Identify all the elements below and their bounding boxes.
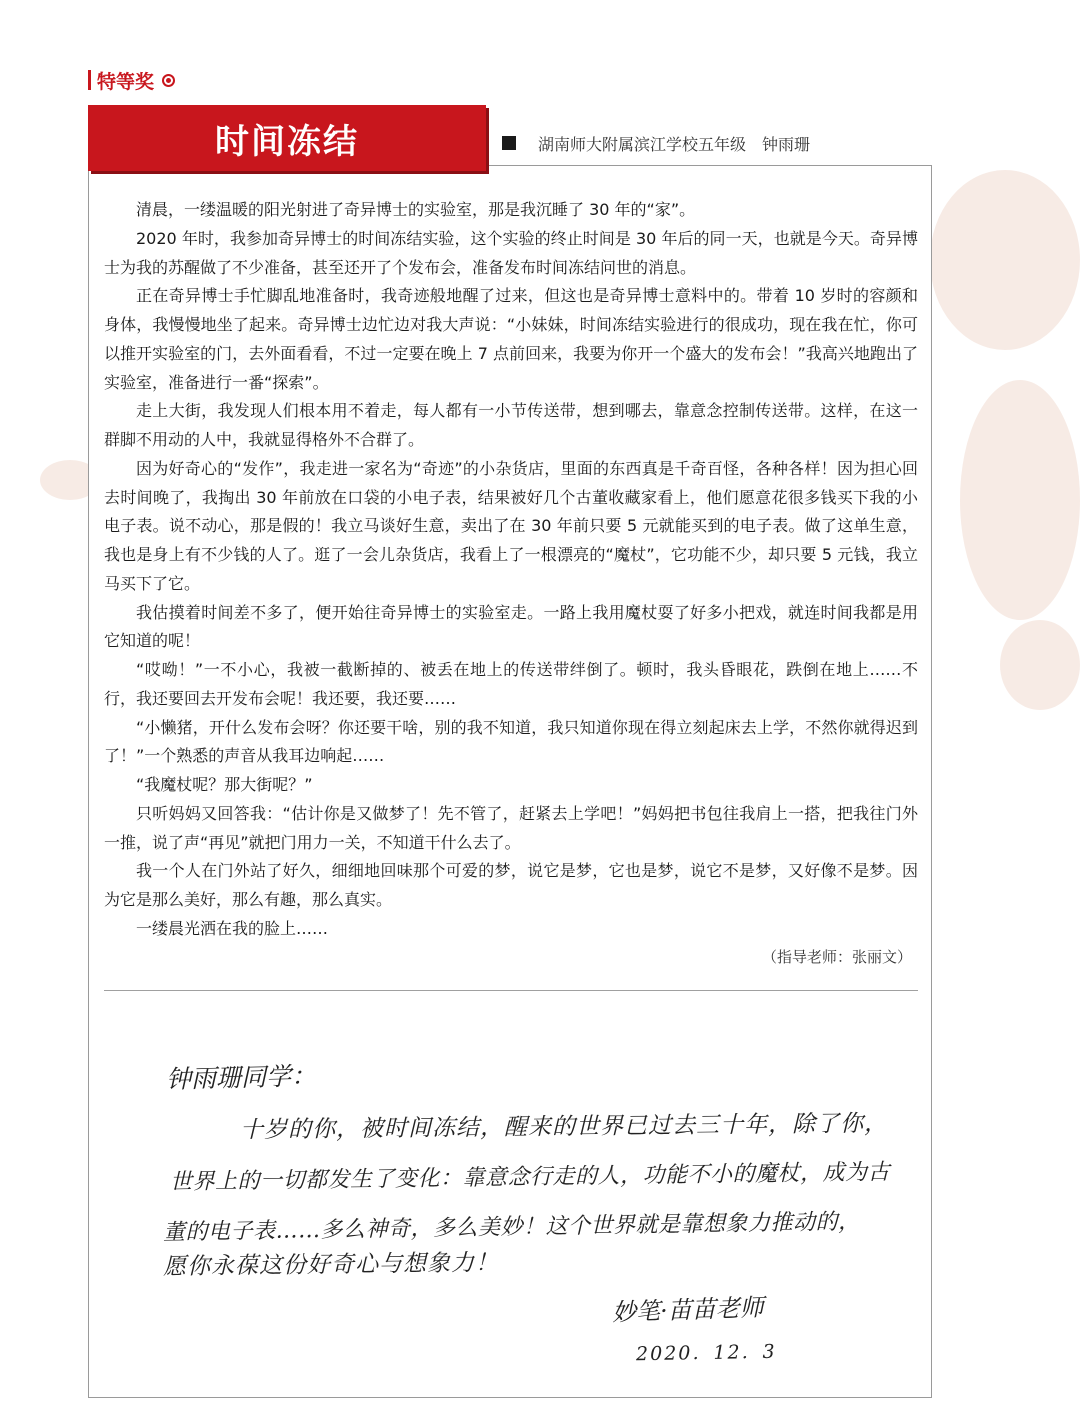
section-divider [104, 990, 918, 991]
paragraph: 一缕晨光洒在我的脸上…… [136, 918, 329, 938]
award-text: 特等奖 [97, 70, 155, 93]
background-ink-splash [960, 380, 1080, 620]
byline-text: 湖南师大附属滨江学校五年级 钟雨珊 [538, 134, 811, 154]
award-label [88, 68, 175, 92]
award-bar [88, 70, 91, 90]
comment-line: 董的电子表……多么神奇，多么美妙！这个世界就是靠想象力推动的， [162, 1209, 861, 1246]
paragraph: 我一个人在门外站了好久，细细地回味那个可爱的梦，说它是梦，它也是梦，说它不是梦，又好像不是梦。因为它是那么美好，那么有趣，那么真实。 [104, 861, 918, 909]
paragraph: 走上大街，我发现人们根本用不着走，每人都有一小节传送带，想到哪去，靠意念控制传送带。这样，在这一群脚不用动的人中，我就显得格外不合群了。 [104, 401, 918, 449]
comment-signature: 妙笔·苗苗老师 [611, 1293, 765, 1327]
background-ink-splash [1000, 620, 1080, 710]
article-body [104, 196, 918, 944]
paragraph: 我估摸着时间差不多了，便开始往奇异博士的实验室走。一路上我用魔杖耍了好多小把戏，就连时间我都是用它知道的呢！ [104, 602, 918, 651]
square-bullet-icon [502, 136, 516, 150]
paragraph: “小懒猪，开什么发布会呀？你还要干啥，别的我不知道，我只知道你现在得立刻起床去上学，不然你就得迟到了！”一个熟悉的声音从我耳边响起…… [104, 717, 918, 766]
paragraph: 因为好奇心的“发作”，我走进一家名为“奇迹”的小杂货店，里面的东西真是千奇百怪，各种各样！因为担心回去时间晚了，我掏出 30 年前放在口袋的小电子表，结果被好几个古董收藏家看上，他们愿意花很多钱买下我的小电子表。说不动心，那是假的！我立马谈好生意，卖出了在 30 年前只要 5 元就能买到的电子表。做了这单生意，我也是身上有不少钱的人了。逛了一会儿杂货店，我看上了一根漂亮的“魔杖”，它功能不少，却只要 5 元钱，我立马买下了它。 [104, 458, 918, 593]
paragraph: 2020 年时，我参加奇异博士的时间冻结实验，这个实验的终止时间是 30 年后的同一天，也就是今天。奇异博士为我的苏醒做了不少准备，甚至还开了个发布会，准备发布时间冻结问世的消息。 [104, 228, 918, 277]
byline [502, 130, 810, 156]
comment-line: 世界上的一切都发生了变化：靠意念行走的人，功能不小的魔杖，成为古 [169, 1159, 891, 1196]
comment-line: 十岁的你，被时间冻结，醒来的世界已过去三十年，除了你， [239, 1110, 889, 1144]
comment-date: 2020．12．3 [635, 1340, 777, 1366]
paragraph: 清晨，一缕温暖的阳光射进了奇异博士的实验室，那是我沉睡了 30 年的“家”。 [136, 200, 696, 219]
target-dot-icon [162, 74, 175, 87]
comment-greeting: 钟雨珊同学： [165, 1061, 317, 1094]
article-title: 时间冻结 [88, 105, 486, 171]
paragraph: 只听妈妈又回答我：“估计你是又做梦了！先不管了，赶紧去上学吧！”妈妈把书包往我肩上一搭，把我往门外一推，说了声“再见”就把门用力一关，不知道干什么去了。 [104, 803, 918, 852]
teacher-note: （指导老师：张丽文） [761, 948, 912, 966]
paragraph: “我魔杖呢？那大街呢？” [136, 775, 313, 794]
comment-line: 愿你永葆这份好奇心与想象力！ [162, 1249, 500, 1281]
paragraph: “哎呦！”一不小心，我被一截断掉的、被丢在地上的传送带绊倒了。顿时，我头昏眼花，跌倒在地上……不行，我还要回去开发布会呢！我还要，我还要…… [104, 660, 918, 708]
paragraph: 正在奇异博士手忙脚乱地准备时，我奇迹般地醒了过来，但这也是奇异博士意料中的。带着 10 岁时的容颜和身体，我慢慢地坐了起来。奇异博士边忙边对我大声说：“小妹妹，时间冻结实验进行的很成功，现在我在忙，你可以推开实验室的门，去外面看看，不过一定要在晚上 7 点前回来，我要为你开一个盛大的发布会！”我高兴地跑出了实验室，准备进行一番“探索”。 [104, 286, 918, 392]
background-ink-splash [930, 170, 1080, 350]
